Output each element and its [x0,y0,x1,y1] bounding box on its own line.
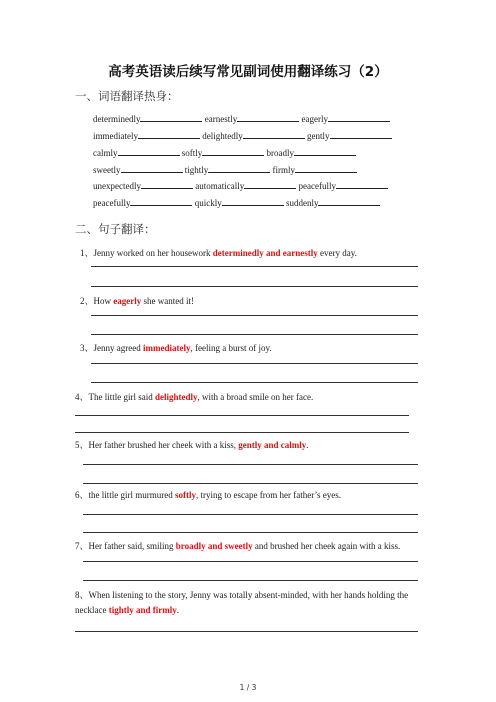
sentence-8-continuation [75,605,179,615]
vocab-blank[interactable] [244,179,296,189]
sentence-text: Jenny agreed [93,343,143,353]
sentence-text: , feeling a burst of joy. [190,343,272,353]
vocab-blank[interactable] [202,146,264,156]
vocab-word: immediately [93,131,138,141]
sentence-item [75,539,400,552]
answer-line[interactable] [91,334,418,335]
vocab-blank[interactable] [130,196,192,206]
answer-line[interactable] [91,286,418,287]
answer-line[interactable] [83,532,418,533]
sentence-item [80,246,357,259]
vocab-word: sweetly [93,165,121,175]
sentence-item [80,294,194,307]
page-number: 1 / 3 [239,683,257,692]
sentence-number: 7、 [75,541,89,551]
vocab-blank[interactable] [141,179,193,189]
vocab-word: quickly [194,198,222,208]
sentence-text: When listening to the story, Jenny was totally absent-minded, with her hands holding the [88,590,409,600]
highlighted-adverb: tightly and firmly [108,605,177,615]
vocab-blank[interactable] [140,112,202,122]
sentence-item [75,588,408,601]
vocab-blank[interactable] [243,129,305,139]
sentence-text: . [306,440,309,450]
vocab-blank[interactable] [318,196,380,206]
vocab-word: peacefully [298,181,336,191]
vocab-blank[interactable] [328,112,390,122]
sentence-number: 6、 [75,490,89,500]
vocab-word: unexpectedly [93,181,141,191]
answer-line[interactable] [83,464,418,465]
vocab-word: earnestly [204,114,238,124]
answer-line[interactable] [91,266,418,267]
highlighted-adverb: softly [175,490,196,500]
highlighted-adverb: determinedly and earnestly [212,248,318,258]
highlighted-adverb: delightedly [155,392,198,402]
vocab-word: delightedly [202,131,243,141]
vocab-blank[interactable] [237,112,299,122]
sentence-text: , with a broad smile on her face. [197,392,314,402]
vocab-blank[interactable] [208,163,270,173]
sentence-text: How [93,296,114,306]
vocab-word: gently [307,131,330,141]
highlighted-adverb: broadly and sweetly [175,541,253,551]
vocab-word: broadly [266,148,295,158]
page-title: 高考英语读后续写常见副词使用翻译练习（2） [108,64,388,80]
sentence-text: Jenny worked on her housework [93,248,213,258]
answer-line[interactable] [83,483,418,484]
answer-line[interactable] [91,363,418,364]
sentence-text: necklace [75,605,109,615]
sentence-text: , trying to escape from her father’s eyes. [196,490,342,500]
sentence-item [75,488,341,501]
answer-line[interactable] [83,514,418,515]
vocab-blank[interactable] [295,163,357,173]
vocab-row [93,112,390,124]
vocab-blank[interactable] [294,146,356,156]
vocab-word: peacefully [93,198,131,208]
vocab-word: softly [181,148,203,158]
vocab-word: calmly [93,148,118,158]
sentence-item [80,341,272,354]
vocab-word: determinedly [93,114,141,124]
vocab-word: eagerly [301,114,328,124]
highlighted-adverb: immediately [143,343,191,353]
sentence-number: 5、 [75,440,89,450]
vocab-row [93,163,357,175]
highlighted-adverb: eagerly [113,296,142,306]
sentence-text: The little girl said [88,392,156,402]
sentence-text: . [176,605,179,615]
sentence-text: Her father brushed her cheek with a kiss, [88,440,239,450]
vocab-row [93,129,392,141]
vocab-word: suddenly [285,198,319,208]
vocab-row [93,196,380,208]
vocab-row [93,179,388,191]
answer-line[interactable] [91,315,418,316]
sentence-number: 3、 [80,343,94,353]
vocab-blank[interactable] [138,129,200,139]
vocab-blank[interactable] [330,129,392,139]
vocab-blank[interactable] [118,146,180,156]
section-2-heading: 二、句子翻译： [75,222,156,236]
vocab-blank[interactable] [121,163,183,173]
vocab-row [93,146,356,158]
vocab-blank[interactable] [222,196,284,206]
vocab-word: tightly [184,165,209,175]
sentence-number: 8、 [75,590,89,600]
vocab-blank[interactable] [336,179,388,189]
sentence-text: she wanted it! [141,296,194,306]
sentence-number: 2、 [80,296,94,306]
answer-line[interactable] [91,382,418,383]
vocab-word: automatically [195,181,245,191]
sentence-item [75,390,313,403]
vocab-word: firmly [272,165,296,175]
sentence-text: every day. [317,248,357,258]
sentence-text: and brushed her cheek again with a kiss. [252,541,401,551]
section-1-heading: 一、词语翻译热身： [75,89,179,103]
highlighted-adverb: gently and calmly [238,440,307,450]
answer-line[interactable] [83,580,418,581]
sentence-number: 1、 [80,248,94,258]
answer-line[interactable] [75,432,409,433]
answer-line[interactable] [75,631,418,632]
answer-line[interactable] [83,561,418,562]
answer-line[interactable] [75,415,409,416]
sentence-item [75,438,308,451]
sentence-text: the little girl murmured [88,490,175,500]
sentence-number: 4、 [75,392,89,402]
sentence-text: Her father said, smiling [88,541,176,551]
